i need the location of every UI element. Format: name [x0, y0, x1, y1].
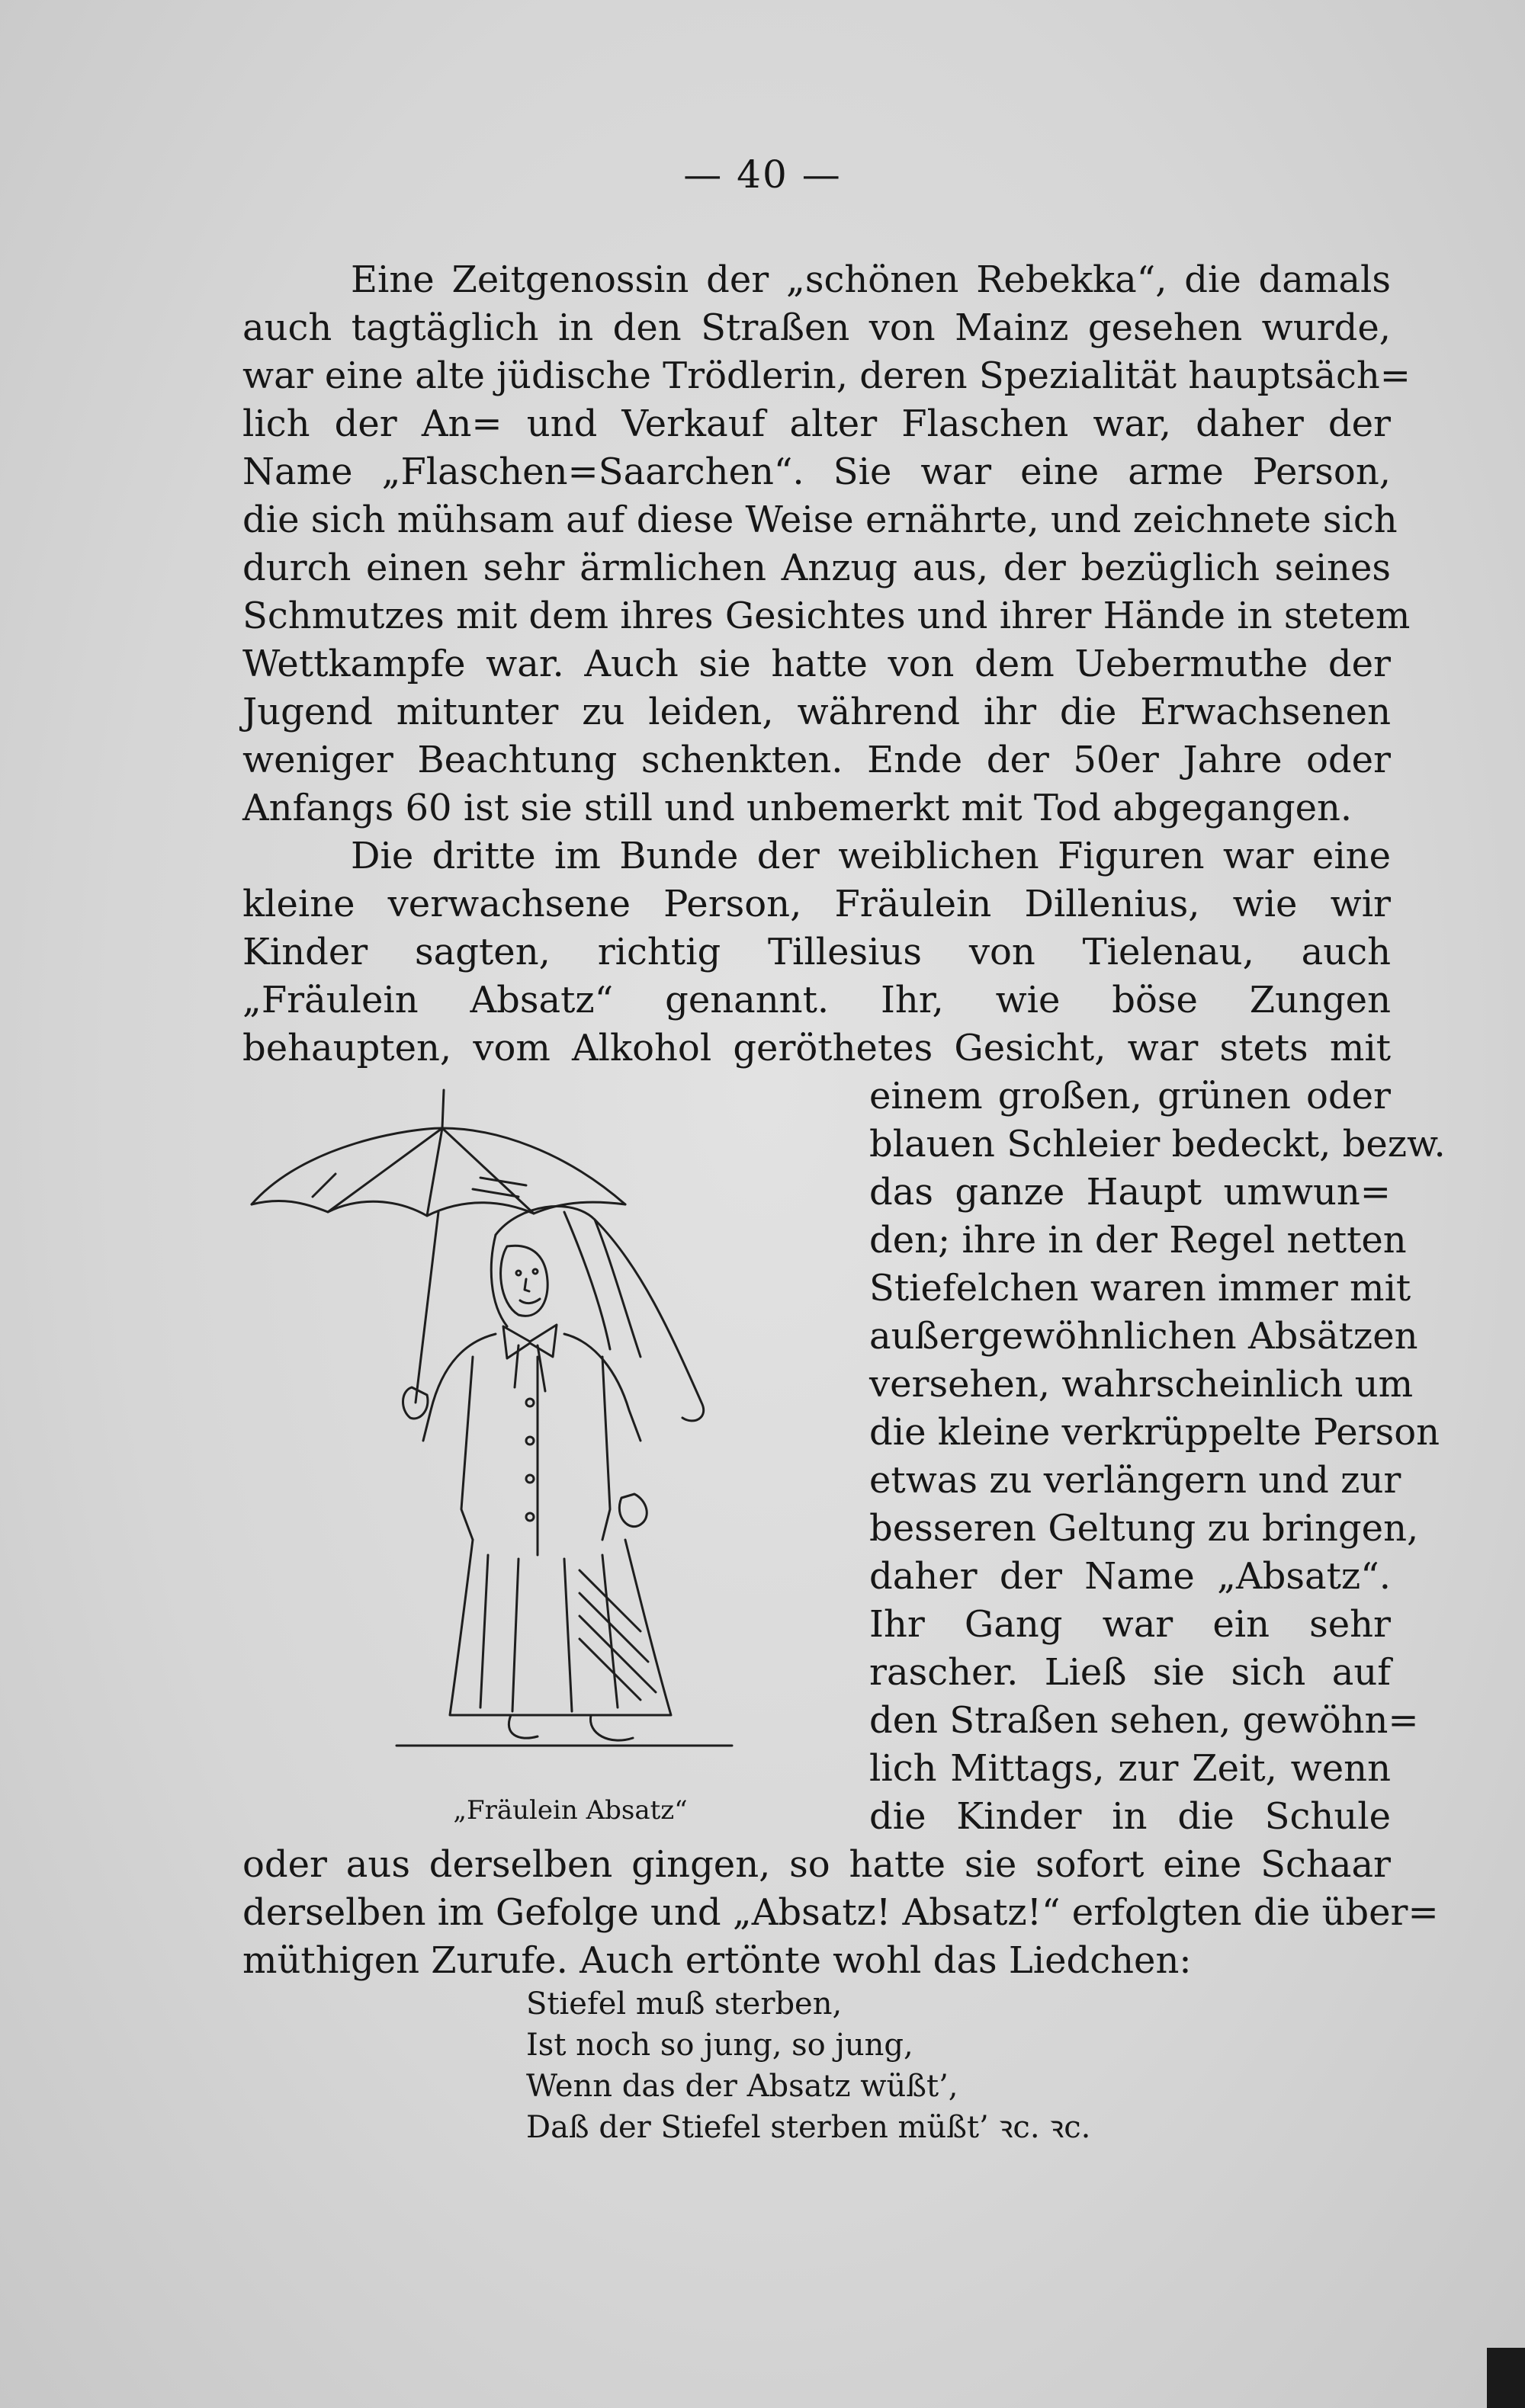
text-line: das ganze Haupt umwun=: [869, 1171, 1391, 1214]
verse-line: Daß der Stiefel sterben müßt’ ꝛc. ꝛc.: [526, 2110, 1091, 2145]
verse-line: Ist noch so jung, so jung,: [526, 2028, 913, 2063]
text-line: auch tagtäglich in den Straßen von Mainz gesehen wurde,: [242, 306, 1391, 349]
text-line: lich Mittags, zur Zeit, wenn: [869, 1747, 1391, 1790]
page-number: — 40 —: [683, 152, 842, 197]
text-line: die Kinder in die Schule: [869, 1795, 1391, 1838]
text-line: den Straßen sehen, gewöhn=: [869, 1699, 1419, 1742]
figure-caption: „Fräulein Absatz“: [453, 1795, 688, 1826]
text-line: Kinder sagten, richtig Tillesius von Tielenau, auch: [242, 931, 1391, 973]
text-line: blauen Schleier bedeckt, bezw.: [869, 1123, 1446, 1166]
text-line: Ihr Gang war ein sehr: [869, 1603, 1391, 1646]
text-line: rascher. Ließ sie sich auf: [869, 1651, 1391, 1694]
text-line: besseren Geltung zu bringen,: [869, 1507, 1419, 1550]
text-line: oder aus derselben gingen, so hatte sie sofort eine Schaar: [242, 1843, 1391, 1886]
text-line: Anfangs 60 ist sie still und unbemerkt mit Tod abgegangen.: [242, 787, 1353, 829]
text-line: derselben im Gefolge und „Absatz! Absatz!“ erfolgten die über=: [242, 1891, 1439, 1934]
text-line: Stiefelchen waren immer mit: [869, 1267, 1411, 1310]
text-line: Schmutzes mit dem ihres Gesichtes und ihrer Hände in stetem: [242, 595, 1411, 637]
text-line: lich der An= und Verkauf alter Flaschen war, daher der: [242, 402, 1391, 445]
verse-line: Wenn das der Absatz wüßt’,: [526, 2069, 958, 2104]
text-line: etwas zu verlängern und zur: [869, 1459, 1401, 1502]
text-line: Wettkampfe war. Auch sie hatte von dem Uebermuthe der: [242, 643, 1391, 685]
text-line: müthigen Zurufe. Auch ertönte wohl das Liedchen:: [242, 1939, 1192, 1982]
text-line: kleine verwachsene Person, Fräulein Dillenius, wie wir: [242, 883, 1391, 925]
text-line: Die dritte im Bunde der weiblichen Figuren war eine: [351, 835, 1391, 877]
text-line: den; ihre in der Regel netten: [869, 1219, 1407, 1262]
text-line: Name „Flaschen=Saarchen“. Sie war eine arme Person,: [242, 450, 1391, 493]
text-line: Eine Zeitgenossin der „schönen Rebekka“, die damals: [351, 258, 1391, 301]
text-line: Jugend mitunter zu leiden, während ihr die Erwachsenen: [242, 691, 1391, 733]
text-line: die sich mühsam auf diese Weise ernährte, und zeichnete sich: [242, 499, 1398, 541]
text-line: die kleine verkrüppelte Person: [869, 1411, 1440, 1454]
text-line: „Fräulein Absatz“ genannt. Ihr, wie böse Zungen: [242, 979, 1391, 1021]
text-line: versehen, wahrscheinlich um: [869, 1363, 1414, 1406]
text-line: daher der Name „Absatz“.: [869, 1555, 1391, 1598]
text-line: außergewöhnlichen Absätzen: [869, 1315, 1418, 1358]
woman-with-umbrella-illustration: [244, 1082, 793, 1784]
scan-edge-mark: [1487, 2348, 1525, 2408]
text-line: durch einen sehr ärmlichen Anzug aus, der bezüglich seines: [242, 547, 1391, 589]
text-line: war eine alte jüdische Trödlerin, deren Spezialität hauptsäch=: [242, 354, 1411, 397]
text-line: behaupten, vom Alkohol geröthetes Gesicht, war stets mit: [242, 1027, 1391, 1069]
text-line: weniger Beachtung schenkten. Ende der 50er Jahre oder: [242, 739, 1391, 781]
verse-line: Stiefel muß sterben,: [526, 1986, 843, 2022]
text-line: einem großen, grünen oder: [869, 1075, 1391, 1117]
